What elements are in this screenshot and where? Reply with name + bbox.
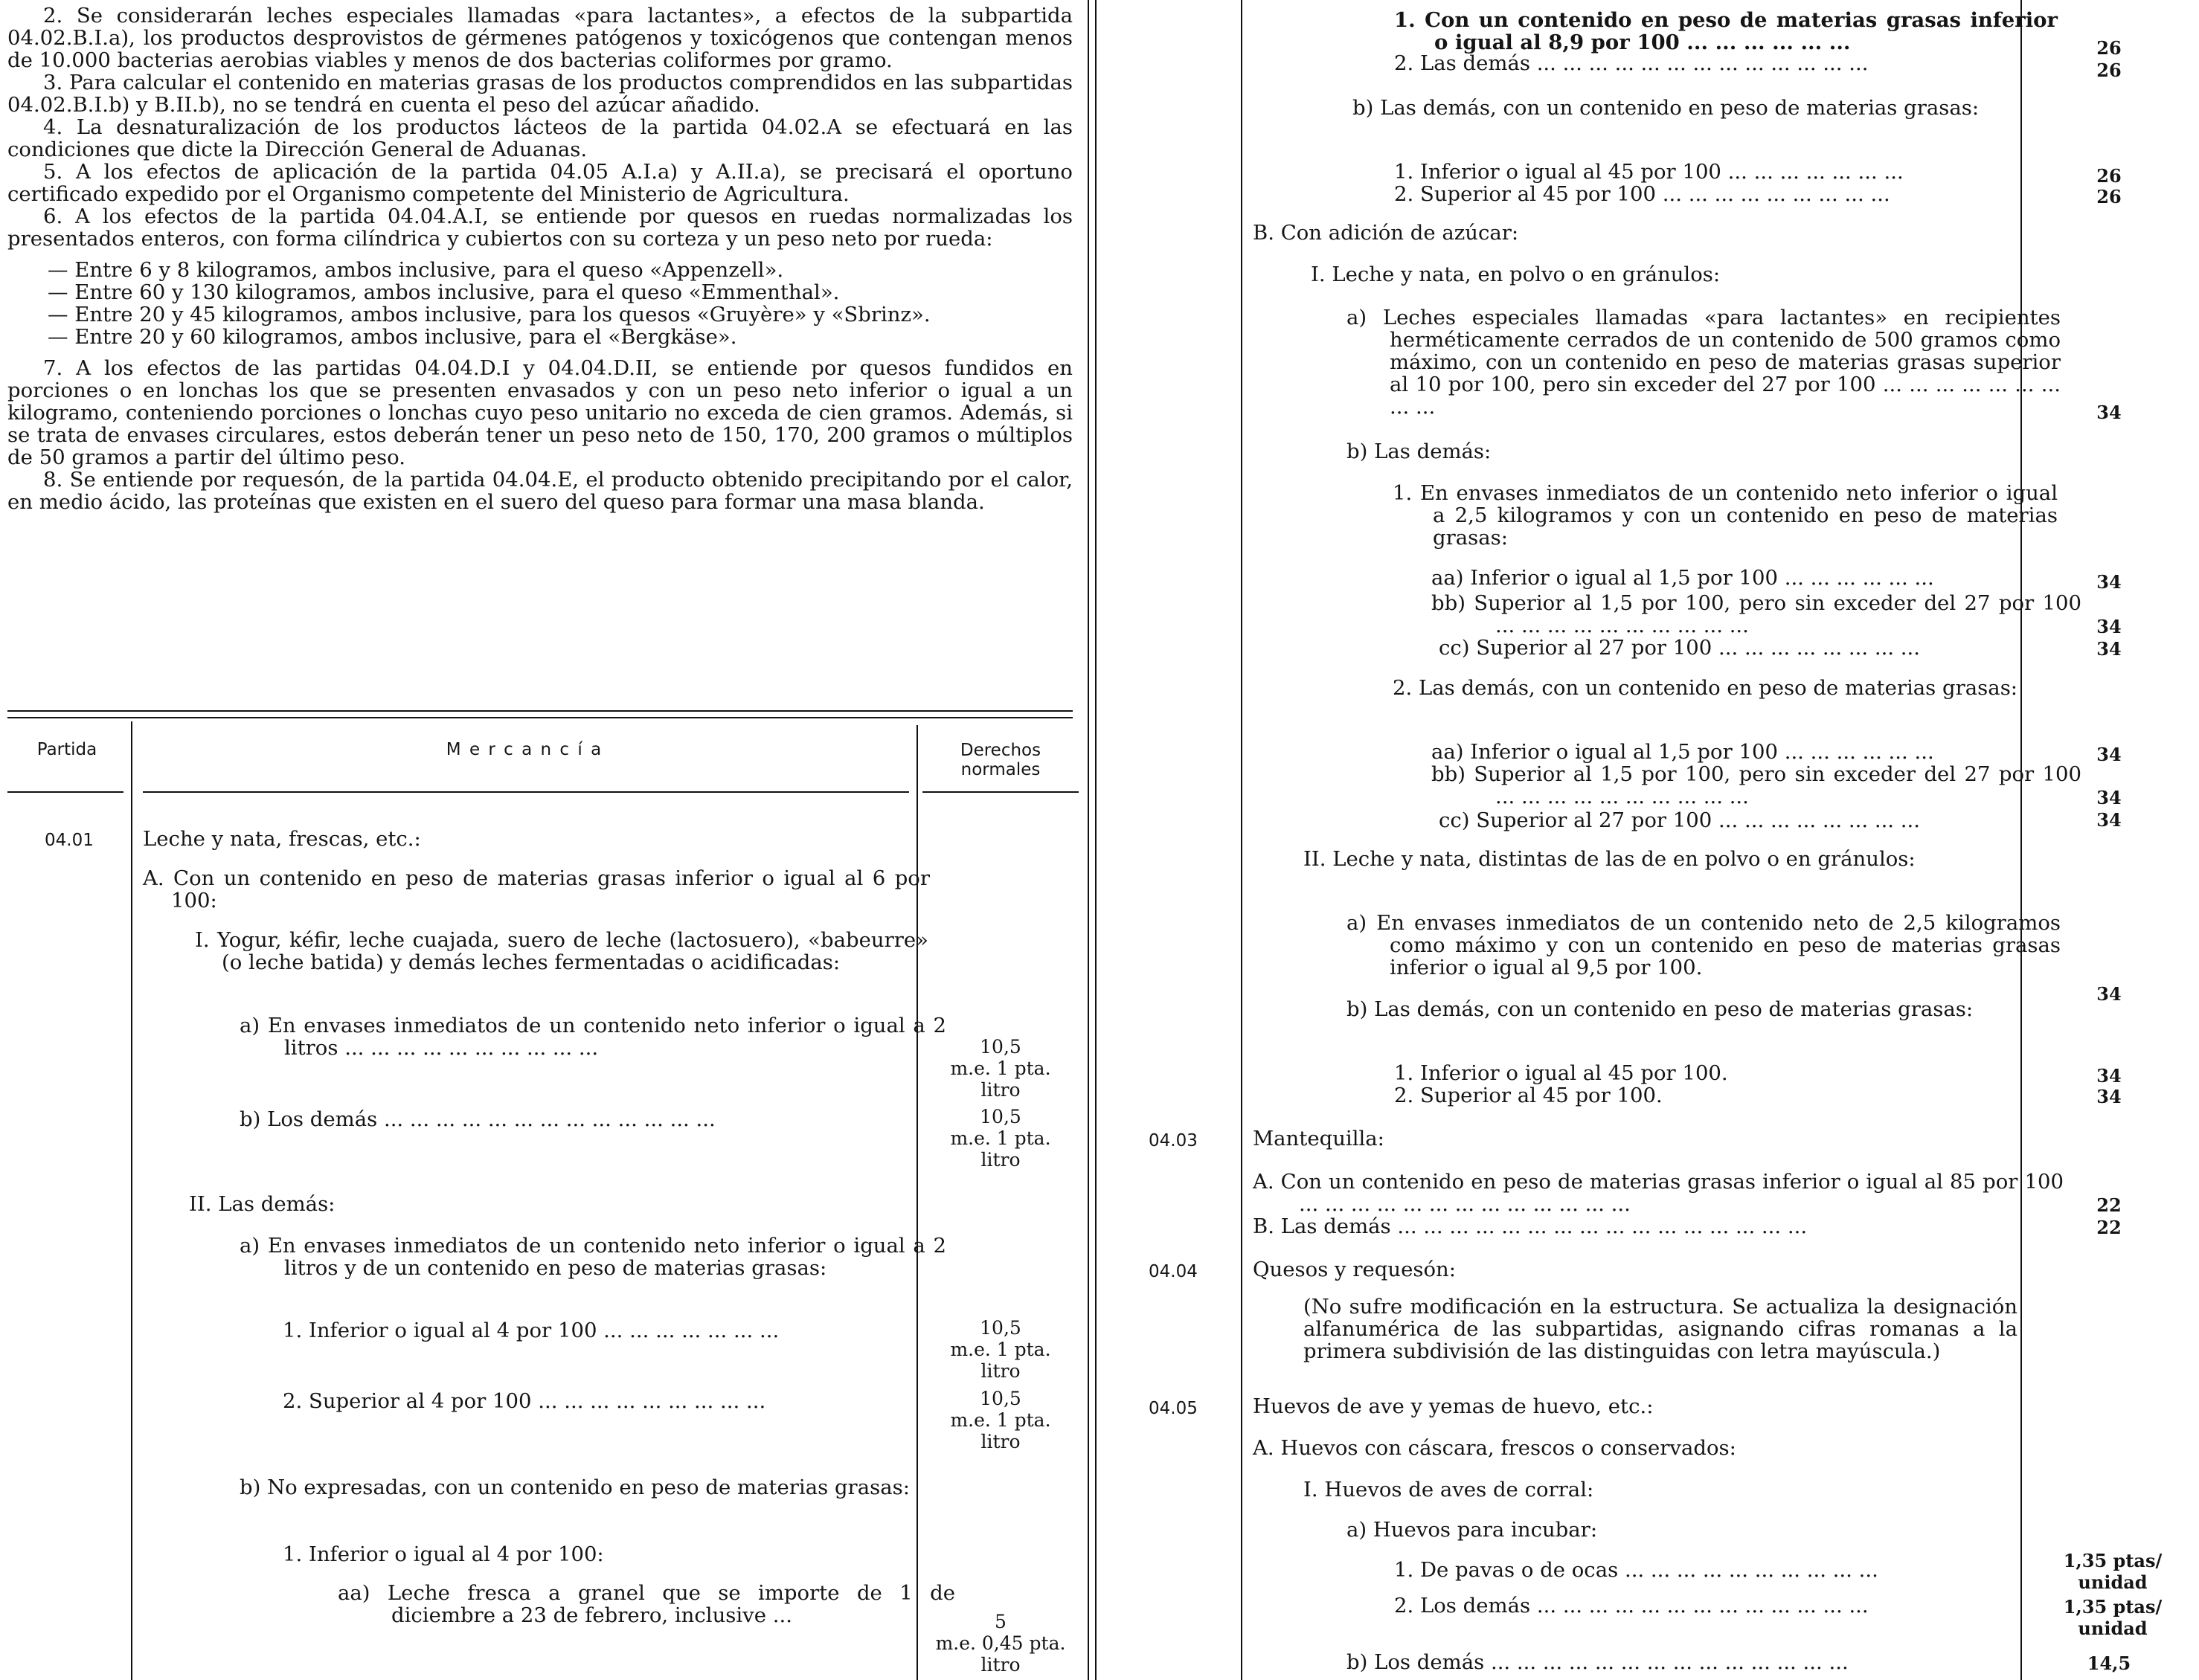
note-2: 2. Se considerarán leches especiales llamadas «para lactantes», a efectos de la subpartida 04.02.B.I.a), los productos desprovistos de gérmenes patógenos y toxicógenos que contengan menos de 10.000 bacterias aerobias viables y menos de dos bacterias coliformes por gramo. xyxy=(7,4,1073,72)
entry-line: 1. De pavas o de ocas ... ... ... ... ... ... ... ... ... ... xyxy=(1394,1558,1878,1582)
entry-line: B. Con adición de azúcar: xyxy=(1253,221,1519,245)
duty-value: 34 xyxy=(2096,1086,2122,1107)
entry-line: 1. Inferior o igual al 45 por 100 ... ... ... ... ... ... ... xyxy=(1394,160,1904,184)
duty-text: 5 m.e. 0,45 pta. litro xyxy=(935,1611,1066,1676)
entry-line: b) No expresadas, con un contenido en peso de materias grasas: xyxy=(240,1475,910,1499)
duty-text: 1,35 ptas/ unidad xyxy=(2063,1550,2163,1593)
duty-value: 34 xyxy=(2096,787,2122,808)
duty-value: 34 xyxy=(2096,402,2122,423)
note-5: 5. A los efectos de aplicación de la partida 04.05 A.I.a) y A.II.a), se precisará el oportuno certificado expedido por el Organismo competente del Ministerio de Agricultura. xyxy=(7,160,1073,206)
duty-value: 26 xyxy=(2096,186,2122,207)
table-top-rule xyxy=(7,710,1073,712)
note-3: 3. Para calcular el contenido en materias grasas de los productos comprendidos en las subpartidas 04.02.B.I.b) y B.II.b), no se tendrá en cuenta el peso del azúcar añadido. xyxy=(7,71,1073,117)
note-6-list xyxy=(48,259,1073,348)
entry-note: (No sufre modificación en la estructura. Se actualiza la designación alfanumérica de las subpartidas, asignando cifras romanas a la primera subdivisión de las distinguidas con letra mayúscula.) xyxy=(1303,1295,2017,1363)
duty-value: 34 xyxy=(2096,571,2122,593)
note-7: 7. A los efectos de las partidas 04.04.D.I y 04.04.D.II, se entiende por quesos fundidos en porciones o en lonchas los que se presenten envasados y con un peso neto inferior o igual a un kilogramo, conteniendo porciones o lonchas cuyo peso unitario no exceda de cien gramos. Además, si se trata de envases circulares, estos deberán tener un peso neto de 150, 170, 200 gramos o múltiplos de 50 gramos a partir del último peso. xyxy=(7,356,1073,469)
partida-code: 04.03 xyxy=(1149,1131,1198,1150)
entry-line: B. Las demás ... ... ... ... ... ... ... ... ... ... ... ... ... ... ... ... xyxy=(1253,1214,1808,1238)
entry-line: bb) Superior al 1,5 por 100, pero sin exceder del 27 por 100 ... ... ... ... ... ... ... ... ... ... xyxy=(1431,591,2081,637)
header-partida: Partida xyxy=(36,740,97,759)
entry-line: a) En envases inmediatos de un contenido neto inferior o igual a 2 litros y de un contenido en peso de materias grasas: xyxy=(240,1234,946,1280)
entry-heading: Quesos y requesón: xyxy=(1253,1258,1456,1281)
entry-line: 2. Las demás ... ... ... ... ... ... ... ... ... ... ... ... ... xyxy=(1394,51,1869,75)
partida-code: 04.01 xyxy=(45,831,94,850)
table-rule xyxy=(2020,0,2022,1680)
table-rule xyxy=(1241,0,1242,1680)
duty-text: 10,5 m.e. 1 pta. litro xyxy=(950,1036,1051,1101)
duty-text: 1,35 ptas/ unidad xyxy=(2063,1596,2163,1639)
entry-line: a) Leches especiales llamadas «para lactantes» en recipientes herméticamente cerrados de un contenido de 500 gramos como máximo, con un contenido en peso de materias grasas superior al 10 por 100, pero sin exceder del 27 por 100 ... ... ... ... ... ... ... ... ... xyxy=(1346,306,2061,419)
entry-heading: Huevos de ave y yemas de huevo, etc.: xyxy=(1253,1394,1654,1418)
header-underline xyxy=(143,791,909,793)
entry-line: 1. Inferior o igual al 45 por 100. xyxy=(1394,1061,1728,1085)
entry-line: b) Las demás: xyxy=(1346,440,1492,463)
duty-value: 22 xyxy=(2096,1194,2122,1216)
note-6-item: — Entre 20 y 45 kilogramos, ambos inclusive, para los quesos «Gruyère» y «Sbrinz». xyxy=(48,303,931,326)
entry-heading: Leche y nata, frescas, etc.: xyxy=(143,827,421,851)
note-8: 8. Se entiende por requesón, de la partida 04.04.E, el producto obtenido precipitando por el calor, en medio ácido, las proteínas que existen en el suero del queso para formar una masa blanda. xyxy=(7,468,1073,514)
entry-line: 2. Superior al 45 por 100. xyxy=(1394,1084,1663,1107)
duty-value: 26 xyxy=(2096,37,2122,59)
entry-line: a) En envases inmediatos de un contenido neto de 2,5 kilogramos como máximo y con un contenido en peso de materias grasas inferior o igual al 9,5 por 100. xyxy=(1346,911,2061,979)
entry-line: 1. Inferior o igual al 4 por 100 ... ... ... ... ... ... ... xyxy=(283,1319,780,1342)
partida-code: 04.05 xyxy=(1149,1399,1198,1418)
partida-code: 04.04 xyxy=(1149,1262,1198,1281)
note-6-item: — Entre 20 y 60 kilogramos, ambos inclusive, para el «Bergkäse». xyxy=(48,325,737,349)
entry-line: 1. En envases inmediatos de un contenido neto inferior o igual a 2,5 kilogramos y con un contenido en peso de materias grasas: xyxy=(1393,481,2058,550)
entry-line: bb) Superior al 1,5 por 100, pero sin exceder del 27 por 100 ... ... ... ... ... ... ... ... ... ... xyxy=(1431,762,2081,808)
duty-value: 14,5 xyxy=(2087,1652,2131,1674)
note-4: 4. La desnaturalización de los productos lácteos de la partida 04.02.A se efectuará en las condiciones que dicte la Dirección General de Aduanas. xyxy=(7,115,1073,161)
column-rule xyxy=(1088,0,1089,1680)
duty-text: 10,5 m.e. 1 pta. litro xyxy=(950,1388,1051,1452)
entry-text: 1. Con un contenido en peso de materias grasas inferior o igual al 8,9 por 100 ... ... ... ... ... ... xyxy=(1394,8,2058,54)
entry-line: aa) Inferior o igual al 1,5 por 100 ... ... ... ... ... ... xyxy=(1431,566,1934,590)
entry-line: 1. Inferior o igual al 4 por 100: xyxy=(283,1542,604,1566)
entry-line: b) Las demás, con un contenido en peso de materias grasas: xyxy=(1352,96,1980,120)
duty-value xyxy=(922,1317,1079,1382)
duty-text: 10,5 m.e. 1 pta. litro xyxy=(950,1106,1051,1171)
entry-line: aa) Inferior o igual al 1,5 por 100 ... ... ... ... ... ... xyxy=(1431,740,1934,764)
header-underline xyxy=(7,791,123,793)
header-underline xyxy=(922,791,1079,793)
duty-value xyxy=(2038,1550,2187,1593)
entry-line: I. Yogur, kéfir, leche cuajada, suero de leche (lactosuero), «babeurre» (o leche batida) y demás leches fermentadas o acidificadas: xyxy=(195,928,928,974)
entry-line: 2. Superior al 45 por 100 ... ... ... ... ... ... ... ... ... xyxy=(1394,182,1890,206)
duty-value xyxy=(922,1611,1079,1676)
entry-line: 2. Los demás ... ... ... ... ... ... ... ... ... ... ... ... ... xyxy=(1394,1594,1869,1618)
entry-line: aa) Leche fresca a granel que se importe de 1 de diciembre a 23 de febrero, inclusive ... xyxy=(338,1581,955,1627)
notes-section xyxy=(7,4,1073,513)
duty-value: 34 xyxy=(2096,638,2122,660)
note-6-item: — Entre 6 y 8 kilogramos, ambos inclusive, para el queso «Appenzell». xyxy=(48,258,784,282)
duty-value: 22 xyxy=(2096,1217,2122,1238)
duty-value xyxy=(922,1106,1079,1171)
duty-value xyxy=(922,1036,1079,1101)
duty-value: 26 xyxy=(2096,165,2122,187)
duty-value xyxy=(2038,1596,2187,1639)
table-top-rule xyxy=(7,717,1073,718)
entry-heading: Mantequilla: xyxy=(1253,1127,1384,1150)
header-derechos: Derechos normales xyxy=(960,741,1041,779)
entry-line: I. Leche y nata, en polvo o en gránulos: xyxy=(1311,263,1721,286)
duty-value: 34 xyxy=(2096,744,2122,765)
duty-value: 26 xyxy=(2096,59,2122,81)
header-mercancia: M e r c a n c í a xyxy=(446,740,603,759)
note-6-item: — Entre 60 y 130 kilogramos, ambos inclusive, para el queso «Emmenthal». xyxy=(48,280,840,304)
duty-value: 34 xyxy=(2096,983,2122,1005)
entry-line: A. Con un contenido en peso de materias grasas inferior o igual al 6 por 100: xyxy=(143,866,930,913)
entry-line: II. Las demás: xyxy=(189,1192,336,1216)
entry-line: b) Los demás ... ... ... ... ... ... ... ... ... ... ... ... ... xyxy=(240,1107,716,1131)
duty-text: 10,5 m.e. 1 pta. litro xyxy=(950,1317,1051,1382)
entry-line: a) En envases inmediatos de un contenido neto inferior o igual a 2 litros ... ... ... ... ... ... ... ... ... ... xyxy=(240,1014,946,1060)
entry-line: A. Con un contenido en peso de materias grasas inferior o igual al 85 por 100 ... ... ... ... ... ... ... ... ... ... ... ... ... xyxy=(1253,1170,2064,1216)
entry-line: 2. Las demás, con un contenido en peso de materias grasas: xyxy=(1393,676,2018,700)
entry-line: cc) Superior al 27 por 100 ... ... ... ... ... ... ... ... xyxy=(1439,636,1921,660)
entry-line: a) Huevos para incubar: xyxy=(1346,1518,1598,1542)
entry-line: A. Huevos con cáscara, frescos o conservados: xyxy=(1253,1436,1736,1460)
entry-line: 2. Superior al 4 por 100 ... ... ... ... ... ... ... ... ... xyxy=(283,1389,766,1413)
duty-value: 34 xyxy=(2096,809,2122,831)
duty-value: 34 xyxy=(2096,616,2122,637)
entry-line: b) Los demás ... ... ... ... ... ... ... ... ... ... ... ... ... ... xyxy=(1346,1650,1849,1674)
entry-line: II. Leche y nata, distintas de las de en polvo o en gránulos: xyxy=(1303,847,1916,871)
column-rule xyxy=(1095,0,1097,1680)
entry-line: b) Las demás, con un contenido en peso de materias grasas: xyxy=(1346,997,1974,1021)
note-6: 6. A los efectos de la partida 04.04.A.I, se entiende por quesos en ruedas normalizadas los presentados enteros, con forma cilíndrica y cubiertos con su corteza y un peso neto por rueda: xyxy=(7,205,1073,251)
entry-line: cc) Superior al 27 por 100 ... ... ... ... ... ... ... ... xyxy=(1439,808,1921,832)
duty-value: 34 xyxy=(2096,1065,2122,1087)
table-rule xyxy=(131,721,132,1680)
duty-value xyxy=(922,1388,1079,1452)
entry-line xyxy=(1394,9,2058,54)
entry-line: I. Huevos de aves de corral: xyxy=(1303,1478,1594,1502)
